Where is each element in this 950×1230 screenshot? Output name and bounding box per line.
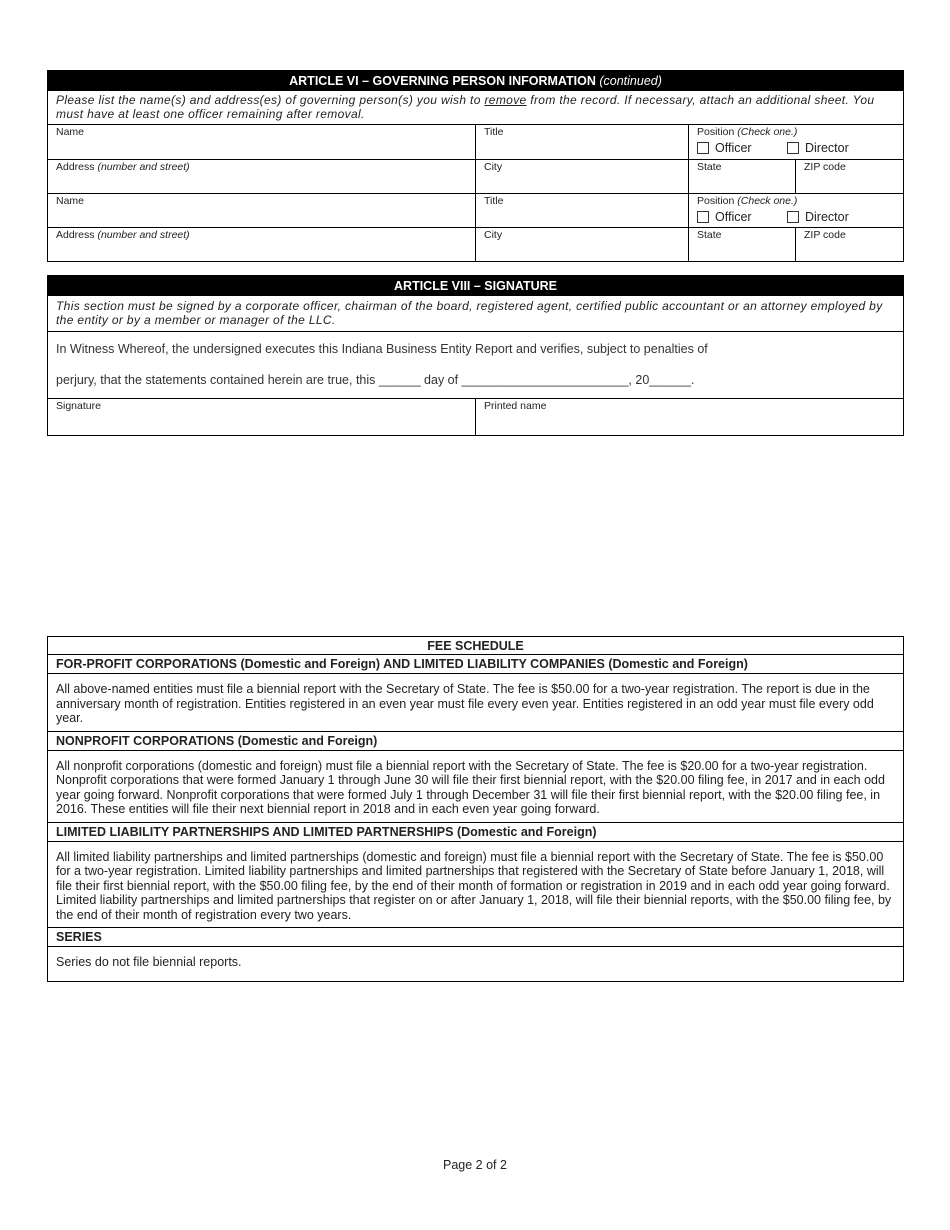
position-field-1 bbox=[689, 125, 904, 160]
fee-section-body bbox=[48, 750, 904, 822]
director-checkbox[interactable] bbox=[787, 142, 799, 154]
director-label: Director bbox=[805, 141, 849, 155]
fee-section-body bbox=[48, 841, 904, 928]
city-field-1[interactable] bbox=[476, 160, 689, 194]
article-vi-title-suffix: (continued) bbox=[599, 73, 662, 88]
city-label: City bbox=[484, 229, 503, 241]
address-field-2[interactable] bbox=[48, 228, 476, 262]
fee-section-heading bbox=[48, 928, 904, 947]
address-hint: (number and street) bbox=[97, 161, 190, 173]
article-vi-title: ARTICLE VI – GOVERNING PERSON INFORMATION bbox=[289, 73, 596, 88]
instruction-text: This section must be signed by a corporate officer, chairman of the board, registered agent, certified public accountant or an attorney employed by the entity or by a member or manager of the LLC. bbox=[56, 299, 883, 327]
printed-name-field[interactable] bbox=[476, 399, 904, 436]
fee-section-body bbox=[48, 947, 904, 982]
article-vi-instructions bbox=[48, 91, 904, 125]
state-field-2[interactable] bbox=[689, 228, 796, 262]
city-label: City bbox=[484, 161, 503, 173]
printed-name-label: Printed name bbox=[484, 400, 547, 412]
title-field-1[interactable] bbox=[476, 125, 689, 160]
witness-statement bbox=[48, 332, 904, 399]
officer-label: Officer bbox=[715, 210, 752, 224]
nonprofit-heading: NONPROFIT CORPORATIONS (Domestic and Foreign) bbox=[56, 733, 378, 748]
officer-label: Officer bbox=[715, 141, 752, 155]
page-number: Page 2 of 2 bbox=[443, 1158, 507, 1172]
state-label: State bbox=[697, 229, 722, 241]
witness-line-2[interactable]: perjury, that the statements contained herein are true, this ______ day of ________________________, 20______. bbox=[56, 373, 695, 387]
director-label: Director bbox=[805, 210, 849, 224]
article-viii-instructions bbox=[48, 296, 904, 332]
state-label: State bbox=[697, 161, 722, 173]
for-profit-body: All above-named entities must file a biennial report with the Secretary of State. The fee is $50.00 for a two-year registration. The report is due in the anniversary month of registration. Entities registered in an even year must file every even year. Entities registered in an odd year must file every odd year. bbox=[56, 682, 874, 725]
fee-schedule-title-text: FEE SCHEDULE bbox=[427, 638, 524, 653]
fee-section-heading bbox=[48, 655, 904, 674]
signature-field[interactable] bbox=[48, 399, 476, 436]
position-hint: (Check one.) bbox=[737, 126, 798, 138]
fee-schedule-title bbox=[48, 637, 904, 655]
article-viii-table bbox=[47, 275, 904, 436]
zip-field-2[interactable] bbox=[796, 228, 904, 262]
title-label: Title bbox=[484, 126, 504, 138]
article-vi-header bbox=[48, 71, 904, 91]
fee-section-heading bbox=[48, 731, 904, 750]
article-vi-table bbox=[47, 70, 904, 262]
article-viii-title: ARTICLE VIII – SIGNATURE bbox=[394, 278, 557, 293]
officer-checkbox[interactable] bbox=[697, 211, 709, 223]
director-checkbox[interactable] bbox=[787, 211, 799, 223]
for-profit-heading: FOR-PROFIT CORPORATIONS (Domestic and Foreign) AND LIMITED LIABILITY COMPANIES (Domestic and Foreign) bbox=[56, 657, 748, 671]
position-field-2 bbox=[689, 194, 904, 228]
name-field-2[interactable] bbox=[48, 194, 476, 228]
title-field-2[interactable] bbox=[476, 194, 689, 228]
instruction-remove: remove bbox=[484, 93, 527, 107]
series-heading: SERIES bbox=[56, 930, 102, 944]
instruction-text: Please list the name(s) and address(es) of governing person(s) you wish to bbox=[56, 93, 485, 107]
address-hint: (number and street) bbox=[97, 229, 190, 241]
instruction-text-end: from the record. If necessary, attach an additional sheet. You must have at least one officer remaining after removal. bbox=[56, 93, 875, 121]
signature-label: Signature bbox=[56, 400, 101, 412]
position-label: Position bbox=[697, 126, 735, 138]
address-label: Address bbox=[56, 229, 95, 241]
fee-section-heading bbox=[48, 822, 904, 841]
partnerships-body: All limited liability partnerships and limited partnerships (domestic and foreign) must file a biennial report with the Secretary of State. The fee is $50.00 for a two-year registration. Limited liability partnerships and limited partnerships that registered with the Secretary of State before January 1, 2018, will file their first biennial report, with the $50.00 filing fee, by the end of their month of formation or registration in 2019 and in each odd year going forward. Limited liability partnerships and limited partnerships that register on or after January 1, 2018, will file their biennial reports, with the $50.00 filing fee, by the end of their month of registration every two years. bbox=[56, 849, 892, 922]
series-body: Series do not file biennial reports. bbox=[56, 955, 242, 969]
address-label: Address bbox=[56, 161, 95, 173]
state-field-1[interactable] bbox=[689, 160, 796, 194]
name-label: Name bbox=[56, 195, 85, 207]
zip-field-1[interactable] bbox=[796, 160, 904, 194]
address-field-1[interactable] bbox=[48, 160, 476, 194]
fee-section-body bbox=[48, 674, 904, 732]
position-hint: (Check one.) bbox=[737, 195, 798, 207]
position-label: Position bbox=[697, 195, 735, 207]
article-viii-header bbox=[48, 276, 904, 296]
partnerships-heading: LIMITED LIABILITY PARTNERSHIPS AND LIMITED PARTNERSHIPS (Domestic and Foreign) bbox=[56, 824, 597, 839]
title-label: Title bbox=[484, 195, 504, 207]
officer-checkbox[interactable] bbox=[697, 142, 709, 154]
nonprofit-body: All nonprofit corporations (domestic and foreign) must file a biennial report with the Secretary of State. The fee is $20.00 for a two-year registration. Nonprofit corporations that were formed January 1 through June 30 will file their first biennial report, with the $20.00 filing fee, in 2017 and in each odd year going forward. Nonprofit corporations that were formed July 1 through December 31 will file their first biennial report, with the $20.00 filing fee, in 2016. These entities will file their next biennial report in 2018 and in each even year going forward. bbox=[56, 758, 885, 816]
witness-line-1: In Witness Whereof, the undersigned executes this Indiana Business Entity Report and verifies, subject to penalties of bbox=[56, 342, 708, 356]
city-field-2[interactable] bbox=[476, 228, 689, 262]
name-label: Name bbox=[56, 126, 85, 138]
zip-label: ZIP code bbox=[804, 229, 846, 241]
fee-schedule-table bbox=[47, 636, 904, 982]
zip-label: ZIP code bbox=[804, 161, 846, 173]
name-field-1[interactable] bbox=[48, 125, 476, 160]
